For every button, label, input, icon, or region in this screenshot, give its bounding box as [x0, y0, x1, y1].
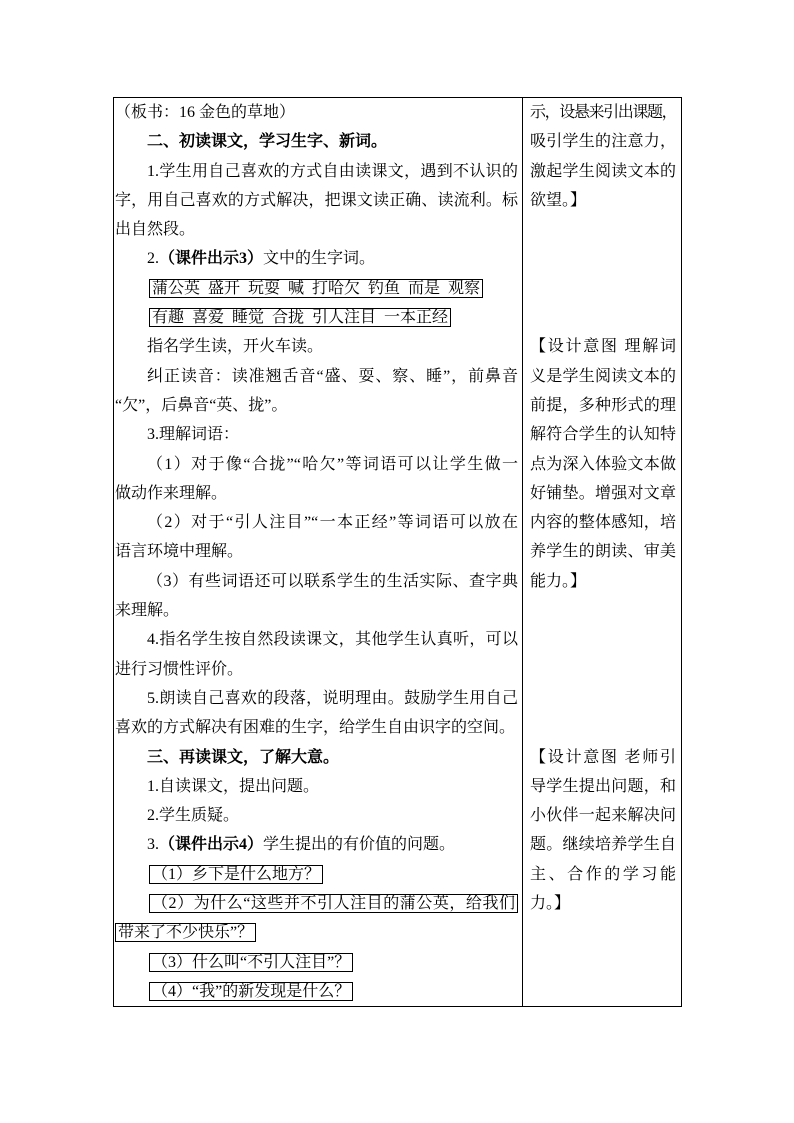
paragraph-line: 喜欢的方式解决有困难的生字，给学生自由识字的空间。 — [115, 719, 516, 737]
blank-space — [530, 918, 676, 1006]
question-box: （3）什么叫“不引人注目”？ — [149, 953, 353, 972]
paragraph-line: 2.学生质疑。 — [147, 807, 240, 825]
question-line — [115, 948, 518, 977]
slide-cue: （课件出示3） — [159, 250, 264, 268]
question-box: （2）为什么“这些并不引人注目的蒲公英，给我们 — [149, 894, 518, 913]
note-line: 点为深入体验文本做 — [530, 455, 676, 473]
note-line: 【设计意图 理解词 — [530, 338, 676, 356]
step-line — [115, 830, 518, 859]
question-line — [115, 977, 518, 1006]
note-line: 内容的整体感知，培 — [530, 514, 676, 532]
step-number: 2. — [147, 250, 159, 268]
question-box: （4）“我”的新发现是什么？ — [149, 982, 353, 1001]
board-note: （板书：16 金色的草地） — [115, 104, 296, 121]
note-line: 解符合学生的认知特 — [530, 426, 676, 444]
lesson-plan-table — [113, 97, 682, 1007]
section-heading-first-reading: 二、初读课文，学习生字、新词。 — [147, 133, 388, 151]
paragraph-line: 做动作来理解。 — [115, 484, 228, 502]
note-line: 前提，多种形式的理 — [530, 396, 676, 414]
paragraph-line: 3.理解词语： — [147, 426, 240, 444]
paragraph-line: 1.学生用自己喜欢的方式自由读课文，遇到不认识的 — [147, 162, 518, 180]
note-line: 小伙伴一起来解决问 — [530, 807, 676, 825]
question-box: （1）乡下是什么地方？ — [149, 865, 323, 884]
paragraph-line: （2）对于“引人注目”“一本正经”等词语可以放在 — [147, 514, 518, 532]
question-box: 带来了不少快乐”？ — [115, 923, 256, 942]
question-line — [115, 889, 518, 918]
step-line — [115, 244, 518, 273]
paragraph-line: （1）对于像“合拢”“哈欠”等词语可以让学生做一 — [147, 455, 518, 473]
design-notes-column — [523, 98, 681, 1006]
note-line: 激起学生阅读文本的 — [530, 162, 676, 180]
note-line: 力。】 — [530, 895, 571, 913]
note-line: 欲望。】 — [530, 191, 587, 209]
section-heading-second-reading: 三、再读课文，了解大意。 — [147, 748, 340, 766]
paragraph-line: 来理解。 — [115, 602, 180, 620]
step-number: 3. — [147, 836, 159, 854]
note-line: 能力。】 — [530, 572, 587, 590]
note-line: 吸引学生的注意力， — [530, 133, 676, 151]
paragraph-line: “欠”，后鼻音“英、拢”。 — [115, 396, 288, 414]
vocabulary-line — [115, 274, 518, 303]
question-line — [115, 860, 518, 889]
note-line: 主、合作的学习能 — [530, 865, 676, 883]
note-line: 导学生提出问题，和 — [530, 777, 676, 795]
paragraph-line: 4.指名学生按自然段读课文，其他学生认真听，可以 — [147, 631, 518, 649]
paragraph-line: 字，用自己喜欢的方式解决，把课文读正确、读流利。标 — [115, 191, 518, 209]
paragraph-line: 出自然段。 — [115, 221, 196, 239]
vocabulary-box: 有趣 喜爱 睡觉 合拢 引人注目 一本正经 — [149, 308, 451, 327]
note-line: 示，设悬来引出课题， — [530, 104, 676, 121]
note-line: 题。继续培养学生自 — [530, 836, 676, 854]
paragraph-line: （3）有些词语还可以联系学生的生活实际、查字典 — [147, 572, 518, 590]
teaching-process-column — [114, 98, 523, 1006]
slide-cue: （课件出示4） — [159, 836, 264, 854]
paragraph-line: 指名学生读，开火车读。 — [147, 338, 324, 356]
paragraph-line: 纠正读音：读准翘舌音“盛、耍、察、睡”，前鼻音 — [147, 367, 518, 385]
vocabulary-line — [115, 303, 518, 332]
paragraph-line: 语言环境中理解。 — [115, 543, 244, 561]
note-line: 义是学生阅读文本的 — [530, 367, 676, 385]
paragraph-line: 5.朗读自己喜欢的段落，说明理由。鼓励学生用自己 — [147, 689, 518, 707]
paragraph-line: 1.自读课文，提出问题。 — [147, 777, 320, 795]
step-text: 学生提出的有价值的问题。 — [263, 836, 456, 854]
note-line: 好铺垫。增强对文章 — [530, 484, 676, 502]
blank-space — [530, 596, 676, 743]
blank-space — [530, 215, 676, 332]
vocabulary-box: 蒲公英 盛开 玩耍 喊 打哈欠 钓鱼 而是 观察 — [149, 279, 483, 298]
note-line: 养学生的朗读、审美 — [530, 543, 676, 561]
step-text: 文中的生字词。 — [263, 250, 376, 268]
question-line — [115, 918, 518, 947]
paragraph-line: 进行习惯性评价。 — [115, 660, 244, 678]
note-line: 【设计意图 老师引 — [530, 748, 676, 766]
